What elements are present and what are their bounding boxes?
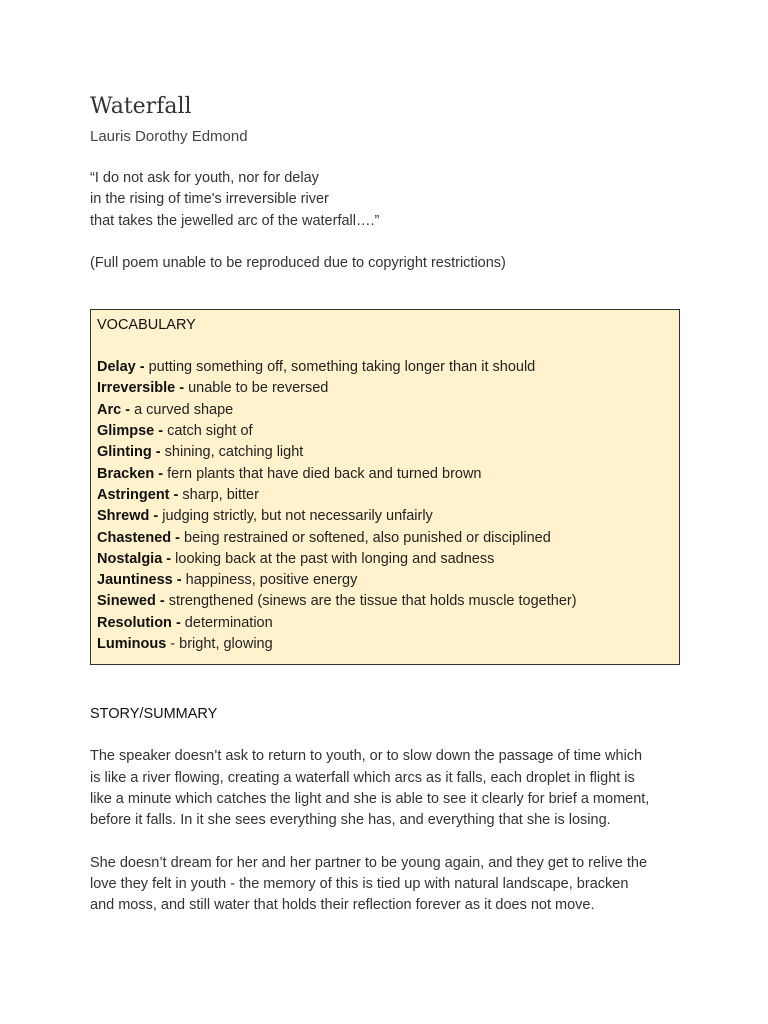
vocabulary-term: Bracken -	[97, 465, 164, 482]
vocabulary-definition: strengthened (sinews are the tissue that holds muscle together)	[164, 593, 577, 610]
vocabulary-item	[97, 528, 673, 549]
vocabulary-item	[97, 400, 673, 421]
summary-paragraph	[90, 853, 680, 917]
paragraph-line: She doesn’t dream for her and her partner to be young again, and they get to relive the	[90, 854, 648, 871]
vocabulary-term: Irreversible -	[97, 380, 185, 397]
paragraph-line: before it falls. In it she sees everything she has, and everything that she is losing.	[90, 812, 611, 829]
document-page	[90, 92, 680, 916]
vocabulary-definition: judging strictly, but not necessarily unfairly	[158, 508, 433, 525]
vocabulary-definition: being restrained or softened, also punished or disciplined	[180, 529, 551, 546]
vocabulary-term: Astringent -	[97, 486, 179, 503]
summary-paragraph	[90, 746, 680, 831]
vocabulary-term: Arc -	[97, 401, 131, 418]
vocabulary-item	[97, 378, 673, 399]
paragraph-line: The speaker doesn’t ask to return to youth, or to slow down the passage of time which	[90, 748, 643, 765]
vocabulary-item	[97, 549, 673, 570]
poem-title: Waterfall	[90, 94, 192, 119]
poem-quote	[90, 168, 680, 232]
vocabulary-term: Sinewed -	[97, 593, 165, 610]
vocabulary-item	[97, 421, 673, 442]
vocabulary-box	[90, 309, 680, 665]
quote-line: in the rising of time's irreversible river	[90, 191, 329, 208]
vocabulary-definition: looking back at the past with longing and sadness	[171, 550, 495, 567]
vocabulary-term: Nostalgia -	[97, 550, 172, 567]
vocabulary-definition: catch sight of	[163, 423, 253, 440]
paragraph-line: is like a river flowing, creating a waterfall which arcs as it falls, each droplet in flight is	[90, 769, 635, 786]
copyright-note: (Full poem unable to be reproduced due to copyright restrictions)	[90, 254, 506, 271]
vocabulary-item	[97, 634, 673, 655]
summary-heading: STORY/SUMMARY	[90, 706, 218, 723]
vocabulary-heading: VOCABULARY	[97, 316, 196, 333]
poem-author: Lauris Dorothy Edmond	[90, 128, 248, 145]
vocabulary-definition: unable to be reversed	[184, 380, 329, 397]
quote-line: that takes the jewelled arc of the waterfall….”	[90, 212, 380, 229]
vocabulary-definition: happiness, positive energy	[181, 572, 358, 589]
vocabulary-definition: fern plants that have died back and turned brown	[163, 465, 482, 482]
vocabulary-item	[97, 442, 673, 463]
vocabulary-term: Jauntiness -	[97, 572, 182, 589]
vocabulary-item	[97, 570, 673, 591]
vocabulary-term: Shrewd -	[97, 508, 159, 525]
vocabulary-definition: putting something off, something taking longer than it should	[144, 359, 536, 376]
vocabulary-term: Glimpse -	[97, 423, 164, 440]
vocabulary-definition: - bright, glowing	[166, 636, 273, 653]
vocabulary-item	[97, 506, 673, 527]
vocabulary-definition: sharp, bitter	[178, 486, 259, 503]
vocabulary-item	[97, 357, 673, 378]
vocabulary-item	[97, 464, 673, 485]
paragraph-line: love they felt in youth - the memory of this is tied up with natural landscape, bracken	[90, 875, 629, 892]
paragraph-line: and moss, and still water that holds their reflection forever as it does not move.	[90, 897, 595, 914]
vocabulary-definition: shining, catching light	[160, 444, 304, 461]
paragraph-line: like a minute which catches the light and she is able to see it clearly for brief a moment,	[90, 790, 650, 807]
vocabulary-term: Luminous	[97, 636, 167, 653]
vocabulary-term: Chastened -	[97, 529, 180, 546]
vocabulary-term: Delay -	[97, 359, 145, 376]
vocabulary-item	[97, 591, 673, 612]
quote-line: “I do not ask for youth, nor for delay	[90, 170, 319, 186]
vocabulary-item	[97, 613, 673, 634]
vocabulary-definition: determination	[180, 614, 273, 631]
vocabulary-item	[97, 485, 673, 506]
vocabulary-definition: a curved shape	[130, 401, 234, 418]
vocabulary-term: Resolution -	[97, 614, 181, 631]
vocabulary-term: Glinting -	[97, 444, 161, 461]
